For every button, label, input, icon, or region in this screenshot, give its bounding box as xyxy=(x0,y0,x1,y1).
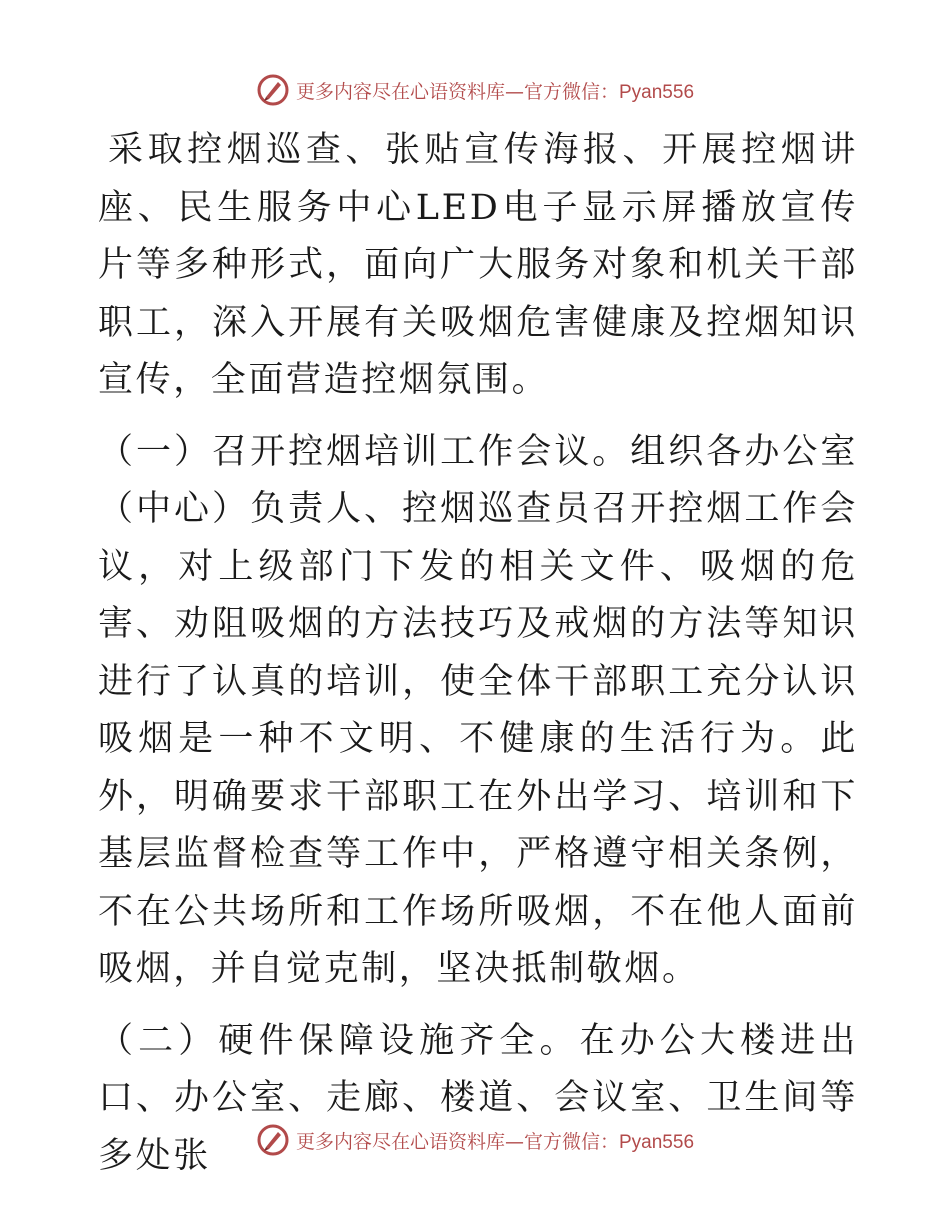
footer-watermark xyxy=(0,1120,950,1160)
watermark-text: 更多内容尽在心语资料库—官方微信：Pyan556 xyxy=(295,80,695,103)
watermark-text: 更多内容尽在心语资料库—官方微信：Pyan556 xyxy=(295,1130,695,1153)
paragraph: （一）召开控烟培训工作会议。组织各办公室（中心）负责人、控烟巡查员召开控烟工作会议，对上级部门下发的相关文件、吸烟的危害、劝阻吸烟的方法技巧及戒烟的方法等知识进行了认真的培训，使全体干部职工充分认识吸烟是一种不文明、不健康的生活行为。此外，明确要求干部职工在外出学习、培训和下基层监督检查等工作中，严格遵守相关条例，不在公共场所和工作场所吸烟，不在他人面前吸烟，并自觉克制，坚决抵制敬烟。 xyxy=(98,431,858,989)
document-body xyxy=(98,122,858,1199)
pen-circle-logo-icon xyxy=(256,1123,290,1157)
paragraph: （二）硬件保障设施齐全。在办公大楼进出口、办公室、走廊、楼道、会议室、卫生间等多处张 xyxy=(98,1020,858,1176)
pen-circle-logo-icon xyxy=(256,73,290,107)
header-watermark xyxy=(0,70,950,110)
paragraph: 采取控烟巡查、张贴宣传海报、开展控烟讲座、民生服务中心LED电子显示屏播放宣传片等多种形式，面向广大服务对象和机关干部职工，深入开展有关吸烟危害健康及控烟知识宣传，全面营造控烟氛围。 xyxy=(98,130,858,400)
